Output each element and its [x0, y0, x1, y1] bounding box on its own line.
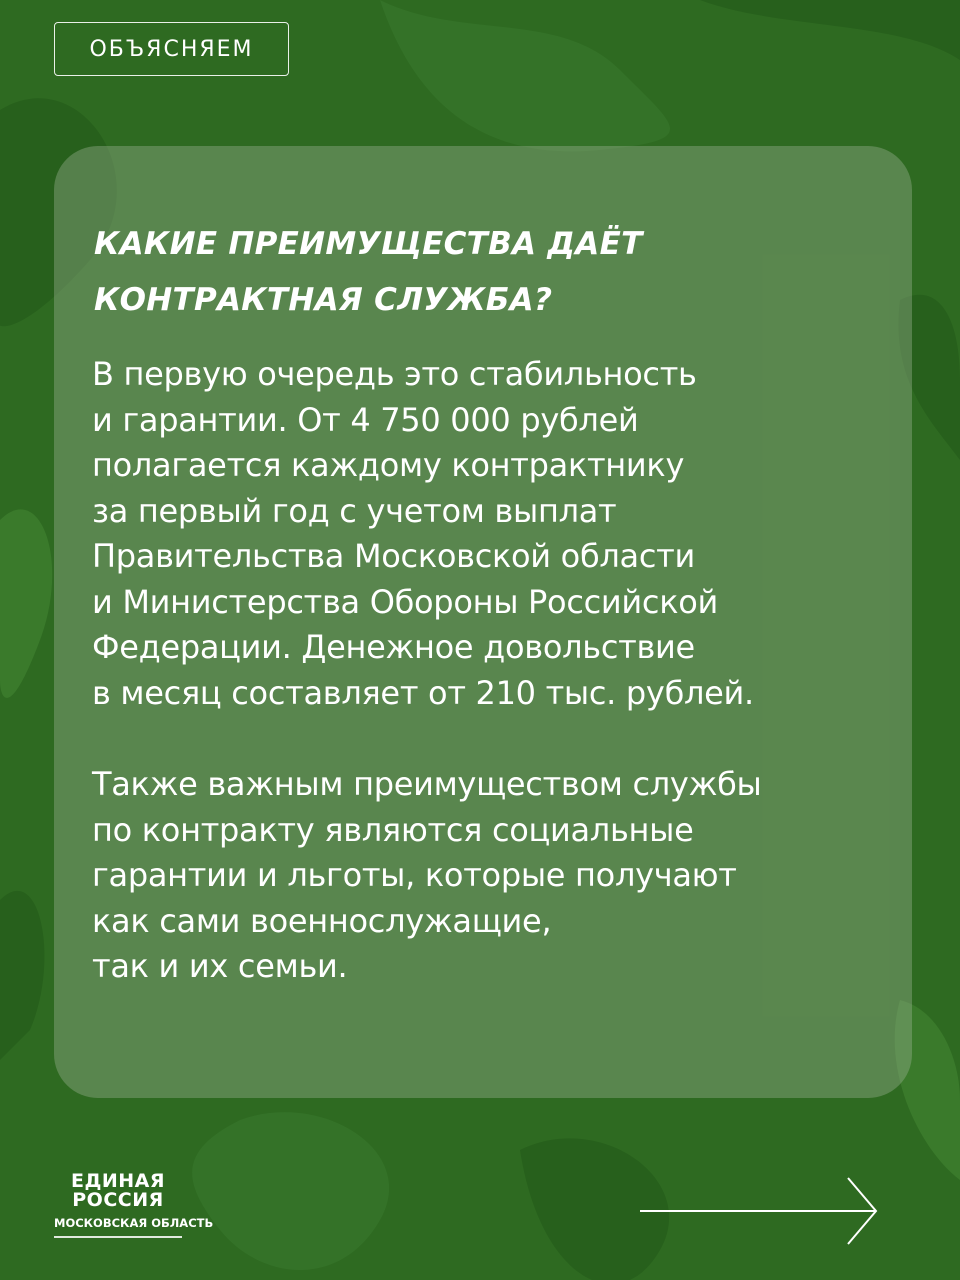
card-title-line: КАКИЕ ПРЕИМУЩЕСТВА ДАЁТ — [94, 226, 643, 262]
logo-line-2: РОССИЯ — [72, 1189, 164, 1211]
paragraph-line: Правительства Московской области — [92, 537, 695, 575]
card-title — [94, 216, 854, 328]
logo-subtitle: МОСКОВСКАЯ ОБЛАСТЬ — [54, 1216, 214, 1230]
category-tag: ОБЪЯСНЯЕМ — [54, 22, 289, 76]
logo-wordmark — [54, 1172, 182, 1210]
paragraph-line: В первую очередь это стабильность — [92, 355, 697, 393]
paragraph-line: Федерации. Денежное довольствие — [92, 628, 695, 666]
paragraph-social-guarantees — [92, 762, 892, 990]
paragraph-line: и гарантии. От 4 750 000 рублей — [92, 400, 639, 439]
logo-line-1: ЕДИНАЯ — [70, 1170, 166, 1192]
content-card — [54, 146, 912, 1098]
paragraph-line: в месяц составляет от 210 тыс. рублей. — [92, 673, 754, 712]
logo-underline — [54, 1236, 182, 1238]
paragraph-line: по контракту являются социальные — [92, 810, 694, 849]
paragraph-line: гарантии и льготы, которые получают — [92, 856, 737, 894]
paragraph-stability — [92, 352, 892, 716]
paragraph-line: как сами военнослужащие, — [92, 901, 552, 940]
paragraph-line: полагается каждому контрактнику — [92, 446, 685, 484]
paragraph-line: так и их семьи. — [92, 947, 348, 985]
arrow-right-icon[interactable] — [640, 1176, 880, 1246]
paragraph-line: и Министерства Обороны Российской — [92, 582, 719, 621]
paragraph-line: за первый год с учетом выплат — [92, 491, 617, 530]
card-title-line: КОНТРАКТНАЯ СЛУЖБА? — [94, 282, 553, 318]
paragraph-line: Также важным преимуществом службы — [92, 765, 762, 803]
united-russia-logo — [54, 1172, 214, 1238]
